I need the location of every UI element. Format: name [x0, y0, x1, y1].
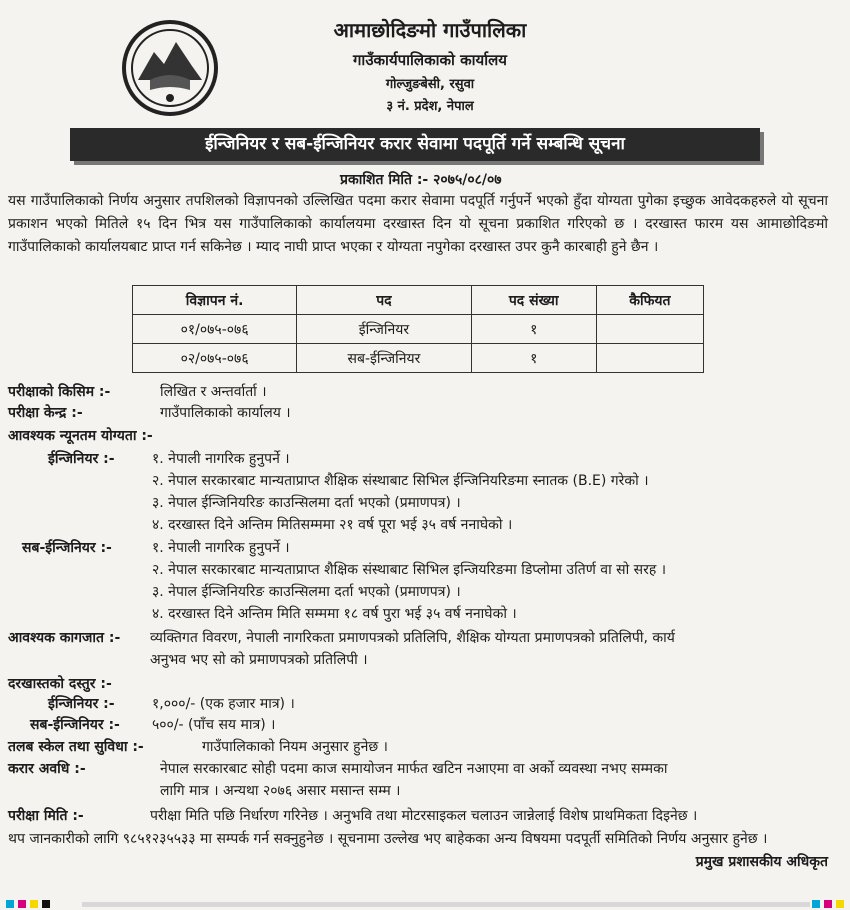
fee-engineer-label: ईन्जिनियर :- — [48, 696, 115, 712]
yellow-swatch — [836, 900, 844, 908]
table-cell: ०१/०७५-०७६ — [133, 315, 297, 344]
magenta-swatch — [18, 900, 26, 908]
list-item: ४. दरखास्त दिने अन्तिम मितिसम्ममा २१ वर्ष पूरा भई ३५ वर्ष ननाघेको । — [152, 517, 513, 533]
table-cell: १ — [471, 344, 596, 373]
contract-label: करार अवधि :- — [8, 761, 86, 777]
published-date: प्रकाशित मिति :- २०७५/०८/०७ — [340, 172, 502, 188]
table-cell: ०२/०७५-०७६ — [133, 344, 297, 373]
municipality-emblem-icon — [120, 18, 220, 118]
engineer-qual-label: ईन्जिनियर :- — [48, 451, 115, 467]
table-cell: ईन्जिनियर — [297, 315, 471, 344]
salary-value: गाउँपालिकाको नियम अनुसार हुनेछ । — [202, 739, 388, 755]
signature: प्रमुख प्रशासकीय अधिकृत — [695, 854, 828, 870]
color-bar — [0, 900, 850, 910]
contact-paragraph: थप जानकारीको लागि ९८५१२३५५३३ मा सम्पर्क गर्न सक्नुहुनेछ । सूचनामा उल्लेख भए बाहेकका अन्य विषयमा पदपूर्ती समितिको निर्णय अनुसार हुनेछ । — [8, 831, 768, 847]
cyan-swatch — [6, 900, 14, 908]
documents-line: अनुभव भए सो को प्रमाणपत्रको प्रतिलिपी । — [150, 652, 368, 668]
min-qualification-label: आवश्यक न्यूनतम योग्यता :- — [8, 428, 153, 444]
contract-line: लागि मात्र । अन्यथा २०७६ असार मसान्त सम्म । — [160, 783, 401, 799]
exam-date-value: परीक्षा मिति पछि निर्धारण गरिनेछ । अनुभवि तथा मोटरसाइकल चलाउन जान्नेलाई विशेष प्राथमिकता दिइनेछ । — [150, 808, 698, 824]
contract-line: नेपाल सरकारबाट सोही पदमा काज समायोजन मार्फत खटिन नआएमा वा अर्को व्यवस्था नभए सम्मका — [160, 761, 668, 777]
salary-label: तलब स्केल तथा सुविधा :- — [8, 739, 144, 755]
table-header: कैफियत — [596, 286, 703, 315]
yellow-swatch — [30, 900, 38, 908]
documents-label: आवश्यक कागजात :- — [8, 630, 121, 646]
list-item: ३. नेपाल ईन्जिनियरिङ काउन्सिलमा दर्ता भएको (प्रमाणपत्र) । — [152, 584, 461, 600]
list-item: २. नेपाल सरकारबाट मान्यताप्राप्त शैक्षिक संस्थाबाट सिभिल इन्जियरिङमा डिप्लोमा उतिर्ण वा सो सरह । — [152, 562, 667, 578]
exam-center-label: परीक्षा केन्द्र :- — [8, 405, 83, 421]
list-item: १. नेपाली नागरिक हुनुपर्ने । — [152, 451, 290, 467]
exam-date-label: परीक्षा मिति :- — [8, 808, 84, 824]
gray-strip — [82, 902, 810, 907]
cyan-swatch — [812, 900, 820, 908]
table-cell: सब-ईन्जिनियर — [297, 344, 471, 373]
list-item: ४. दरखास्त दिने अन्तिम मिति सम्ममा १८ वर्ष पुरा भई ३५ वर्ष ननाघेको । — [152, 606, 517, 622]
list-item: ३. नेपाल ईन्जिनियरिङ काउन्सिलमा दर्ता भएको (प्रमाणपत्र) । — [152, 495, 461, 511]
table-cell — [596, 315, 703, 344]
exam-type-label: परीक्षाको किसिम :- — [8, 384, 111, 400]
table-cell — [596, 344, 703, 373]
office-name: गाउँकार्यपालिकाको कार्यालय — [352, 51, 507, 69]
sub-engineer-qual-label: सब-ईन्जिनियर :- — [22, 540, 112, 556]
exam-center-value: गाउँपालिकाको कार्यालय । — [160, 405, 291, 421]
table-row — [133, 315, 704, 344]
documents-line: व्यक्तिगत विवरण, नेपाली नागरिकता प्रमाणपत्रको प्रतिलिपि, शैक्षिक योग्यता प्रमाणपत्रको प्रतिलिपी, कार्य — [150, 630, 675, 646]
fee-label: दरखास्तको दस्तुर :- — [8, 676, 112, 692]
intro-paragraph: यस गाउँपालिकाको निर्णय अनुसार तपशिलको विज्ञापनको उल्लिखित पदमा करार सेवामा पदपूर्ति गर्नुपर्ने भएको हुँदा योग्यता पुगेका इच्छुक आवेदकहरुले यो सूचना प्रकाशन भएको मितिले १५ दिन भित्र यस गाउँपालिकाको कार्यालयमा दरखास्त दिन यो सूचना प्रकाशित गरिएको छ । दरखास्त फारम यस आमाछोदिङमो गाउँपालिकाको कार्यालयबाट प्राप्त गर्न सकिनेछ । म्याद नाघी प्राप्त भएका र योग्यता नपुगेका दरखास्त उपर कुनै कारबाही हुने छैन । — [8, 193, 828, 255]
exam-type-value: लिखित र अन्तर्वार्ता । — [160, 384, 267, 400]
table-cell: १ — [471, 315, 596, 344]
fee-sub-engineer-value: ५००/- (पाँच सय मात्र) । — [152, 717, 276, 733]
table-row — [133, 344, 704, 373]
table-header: पद संख्या — [471, 286, 596, 315]
province: ३ नं. प्रदेश, नेपाल — [386, 99, 474, 114]
table-header: विज्ञापन नं. — [133, 286, 297, 315]
address: गोल्जुङबेसी, रसुवा — [385, 77, 475, 92]
list-item: १. नेपाली नागरिक हुनुपर्ने । — [152, 540, 290, 556]
table-header: पद — [297, 286, 471, 315]
list-item: २. नेपाल सरकारबाट मान्यताप्राप्त शैक्षिक संस्थाबाट सिभिल ईन्जिनियरिङमा स्नातक (B.E) गरेको । — [152, 473, 649, 489]
fee-sub-engineer-label: सब-ईन्जिनियर :- — [30, 717, 120, 733]
org-name: आमाछोदिङमो गाउँपालिका — [333, 18, 527, 42]
black-swatch — [42, 900, 50, 908]
table-header-row — [133, 286, 704, 315]
fee-engineer-value: १,०००/- (एक हजार मात्र) । — [152, 696, 295, 712]
magenta-swatch — [824, 900, 832, 908]
vacancy-table — [132, 285, 704, 373]
notice-title: ईन्जिनियर र सब-ईन्जिनियर करार सेवामा पदपूर्ति गर्ने सम्बन्धि सूचना — [70, 128, 760, 161]
